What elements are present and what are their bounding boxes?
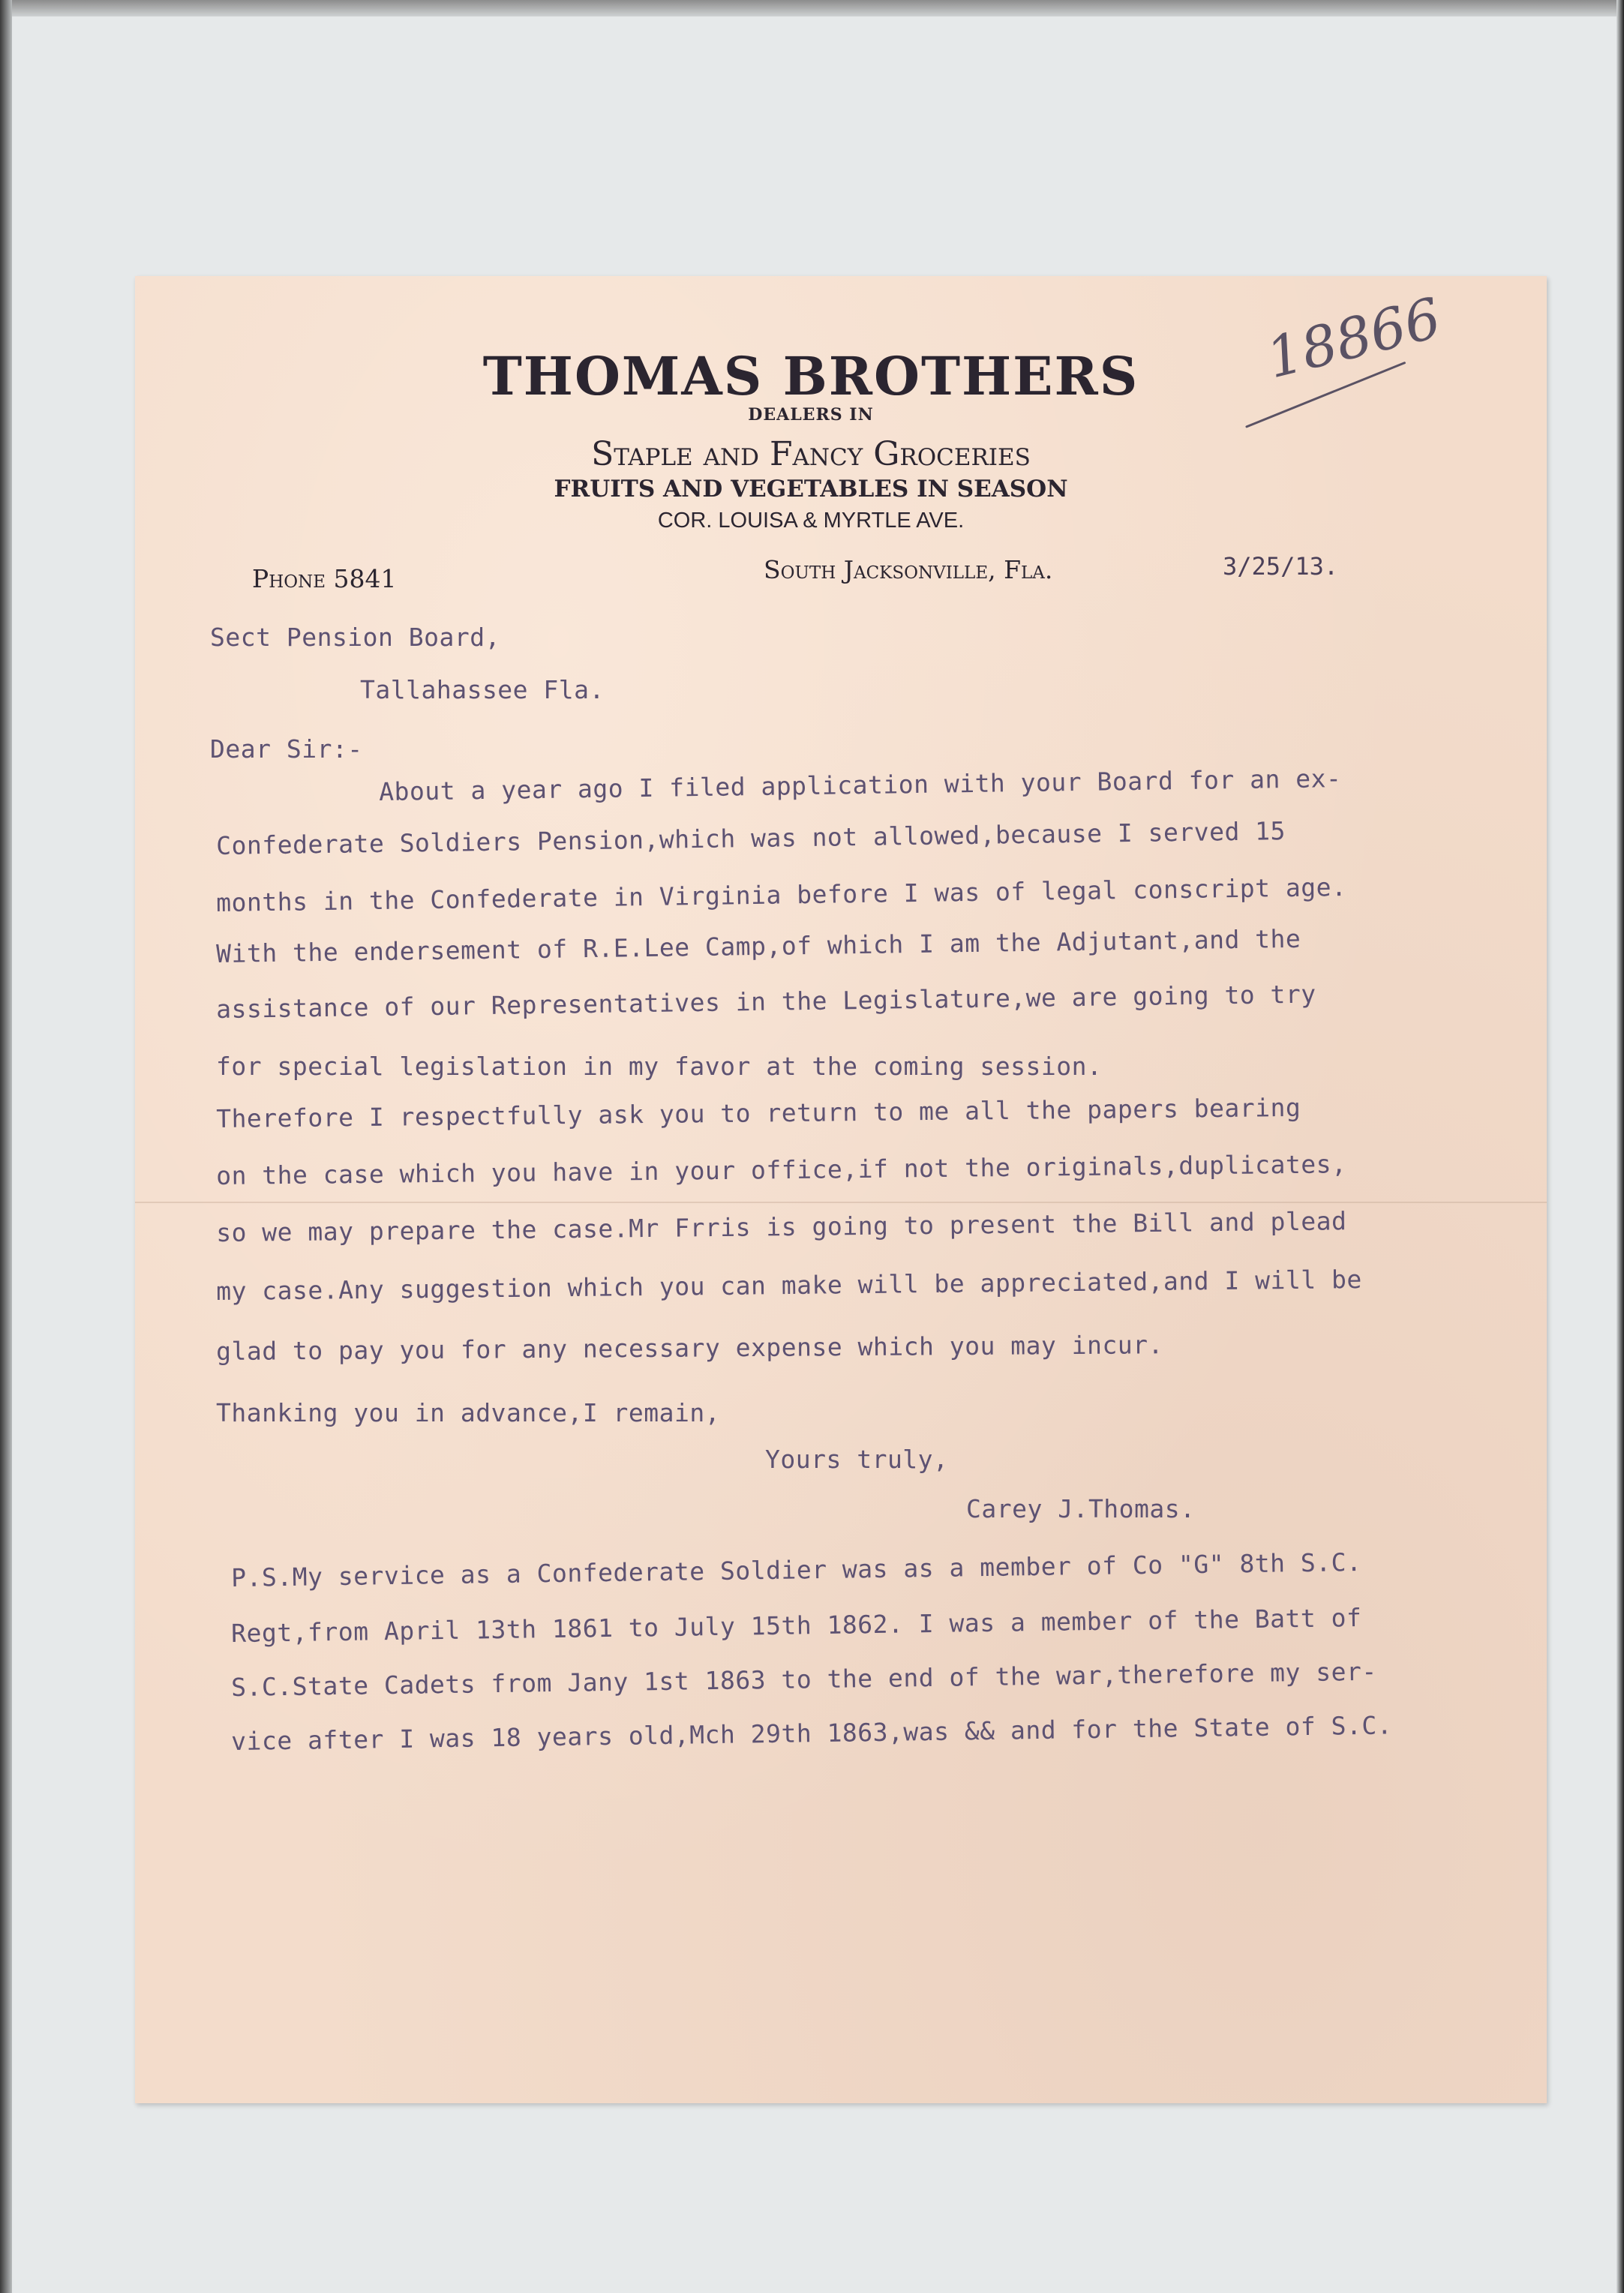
- fruits-line: FRUITS AND VEGETABLES IN SEASON: [554, 476, 1068, 503]
- body-line: Therefore I respectfully ask you to return to me all the papers bearing: [216, 1092, 1301, 1133]
- scan-top-edge: [0, 0, 1624, 17]
- body-line: assistance of our Representatives in the Legislature,we are going to try: [216, 979, 1316, 1024]
- body-line: Confederate Soldiers Pension,which was not allowed,because I served 15: [216, 816, 1286, 860]
- phone-number: Phone 5841: [252, 564, 397, 593]
- body-line: for special legislation in my favor at the coming session.: [216, 1052, 1103, 1081]
- scan-left-edge: [0, 0, 12, 2293]
- body-line: on the case which you have in your office,if not the originals,duplicates,: [216, 1149, 1347, 1190]
- body-line: so we may prepare the case.Mr Frris is going to present the Bill and plead: [216, 1206, 1347, 1247]
- body-line: my case.Any suggestion which you can make will be appreciated,and I will be: [216, 1265, 1362, 1306]
- scan-right-edge: [1616, 0, 1624, 2293]
- body-line: With the endersement of R.E.Lee Camp,of which I am the Adjutant,and the: [216, 923, 1301, 968]
- handwritten-file-number: 18866: [1260, 286, 1448, 392]
- body-line: About a year ago I filed application with your Board for an ex-: [379, 764, 1342, 806]
- letter-date: 3/25/13.: [1223, 552, 1339, 581]
- postscript-line: vice after I was 18 years old,Mch 29th 1863,was && and for the State of S.C.: [231, 1710, 1393, 1756]
- dealers-in-label: DEALERS IN: [748, 405, 874, 425]
- body-line: glad to pay you for any necessary expense which you may incur.: [216, 1330, 1164, 1366]
- company-address: COR. LOUISA & MYRTLE AVE.: [657, 509, 965, 533]
- paper-fold-line: [135, 1202, 1547, 1203]
- letter-place: South Jacksonville, Fla.: [764, 555, 1053, 584]
- company-name: THOMAS BROTHERS: [482, 345, 1139, 407]
- signature-name: Carey J.Thomas.: [966, 1494, 1196, 1523]
- postscript-line: S.C.State Cadets from Jany 1st 1863 to the end of the war,therefore my ser-: [231, 1656, 1377, 1702]
- postscript-line: Regt,from April 13th 1861 to July 15th 1862. I was a member of the Batt of: [231, 1602, 1362, 1648]
- letter-paper: [135, 276, 1547, 2103]
- closing-line: Thanking you in advance,I remain,: [216, 1398, 721, 1427]
- groceries-line: Staple and Fancy Groceries: [591, 435, 1031, 473]
- salutation: Dear Sir:-: [210, 734, 363, 764]
- recipient-location: Tallahassee Fla.: [360, 675, 605, 704]
- body-line: months in the Confederate in Virginia before I was of legal conscript age.: [216, 872, 1347, 917]
- postscript-line: P.S.My service as a Confederate Soldier was as a member of Co "G" 8th S.C.: [231, 1547, 1362, 1592]
- complimentary-close: Yours truly,: [765, 1445, 949, 1474]
- recipient-line: Sect Pension Board,: [210, 623, 500, 652]
